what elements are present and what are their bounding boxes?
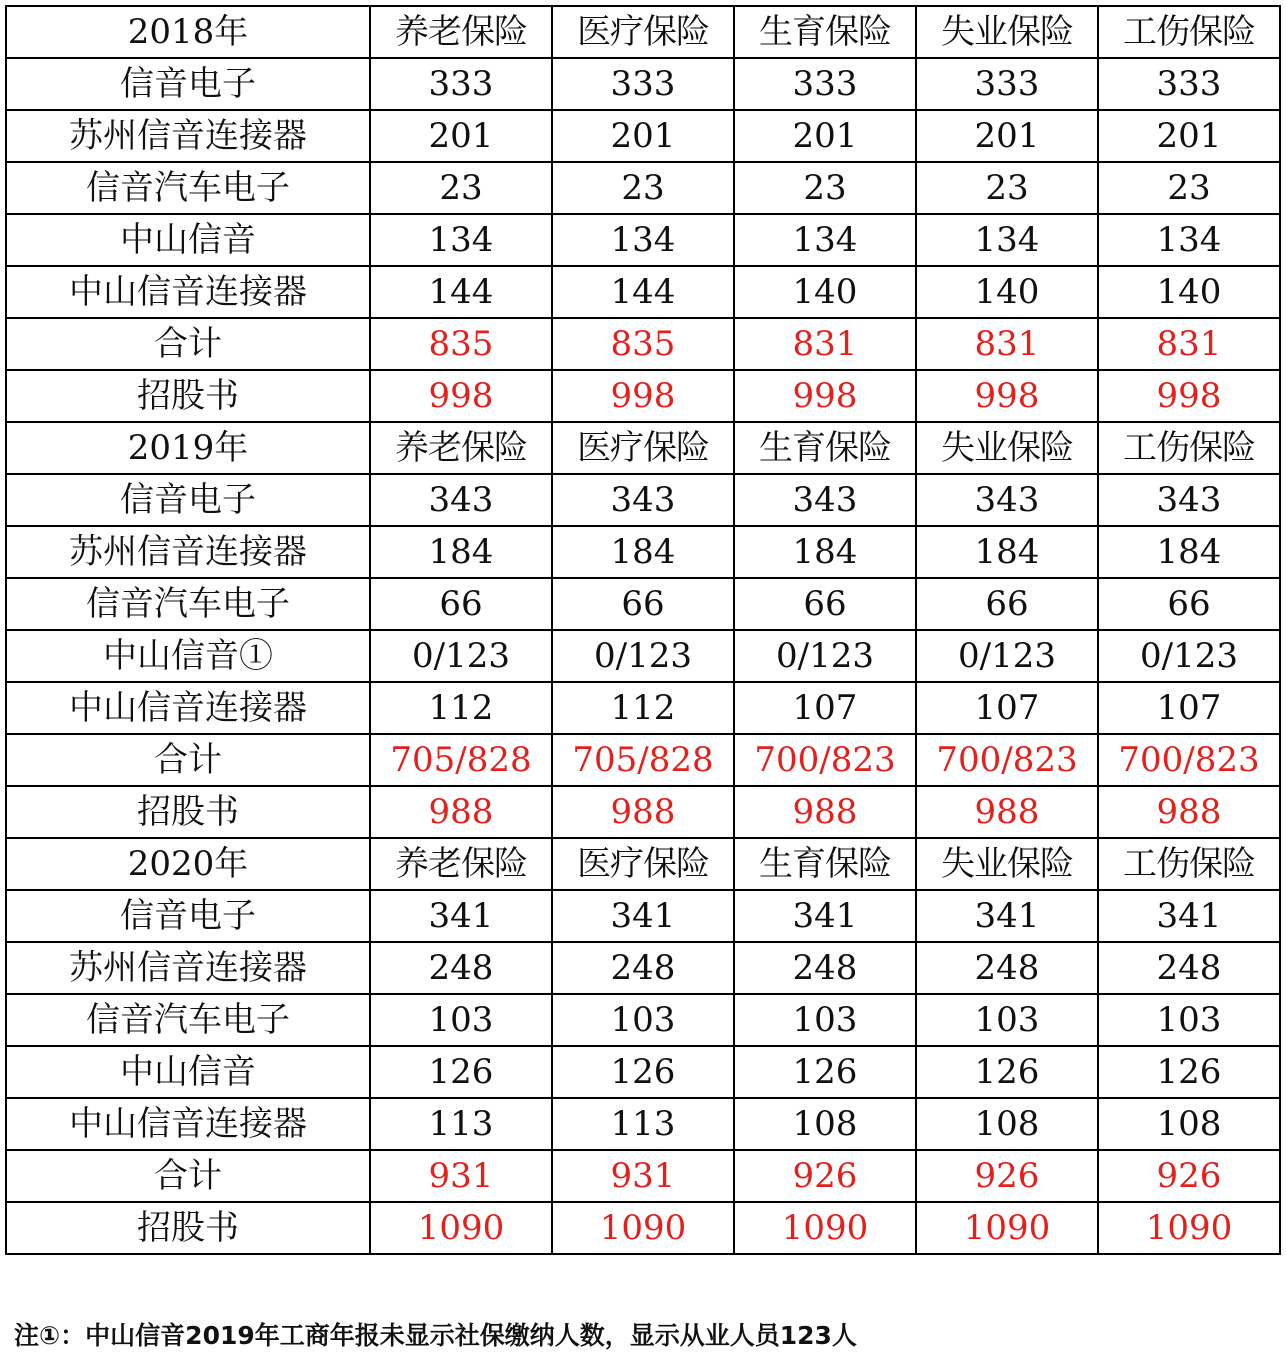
value-cell: 988 <box>916 786 1098 838</box>
value-cell: 107 <box>1098 682 1280 734</box>
footnote: 注①：中山信音2019年工商年报未显示社保缴纳人数，显示从业人员123人 <box>14 1321 857 1350</box>
table-row <box>6 58 1280 110</box>
year-header-row <box>6 838 1280 890</box>
table-row <box>6 734 1280 786</box>
table-row <box>6 1202 1280 1254</box>
value-cell: 0/123 <box>734 630 916 682</box>
value-cell: 341 <box>370 890 552 942</box>
value-cell: 998 <box>370 370 552 422</box>
value-cell: 23 <box>1098 162 1280 214</box>
value-cell: 23 <box>916 162 1098 214</box>
value-cell: 112 <box>552 682 734 734</box>
value-cell: 700/823 <box>734 734 916 786</box>
value-cell: 835 <box>370 318 552 370</box>
value-cell: 184 <box>734 526 916 578</box>
table-row <box>6 682 1280 734</box>
row-label: 合计 <box>6 1150 370 1202</box>
table-row <box>6 214 1280 266</box>
value-cell: 66 <box>734 578 916 630</box>
value-cell: 333 <box>734 58 916 110</box>
year-label: 2019年 <box>6 422 370 474</box>
value-cell: 341 <box>916 890 1098 942</box>
table-row <box>6 318 1280 370</box>
value-cell: 831 <box>1098 318 1280 370</box>
value-cell: 201 <box>552 110 734 162</box>
table-row <box>6 786 1280 838</box>
value-cell: 1090 <box>916 1202 1098 1254</box>
value-cell: 988 <box>552 786 734 838</box>
row-label: 信音电子 <box>6 474 370 526</box>
value-cell: 831 <box>734 318 916 370</box>
value-cell: 112 <box>370 682 552 734</box>
value-cell: 341 <box>734 890 916 942</box>
value-cell: 931 <box>552 1150 734 1202</box>
row-label: 合计 <box>6 318 370 370</box>
value-cell: 201 <box>916 110 1098 162</box>
value-cell: 931 <box>370 1150 552 1202</box>
value-cell: 0/123 <box>1098 630 1280 682</box>
value-cell: 66 <box>916 578 1098 630</box>
value-cell: 108 <box>1098 1098 1280 1150</box>
value-cell: 343 <box>370 474 552 526</box>
value-cell: 998 <box>734 370 916 422</box>
column-header: 养老保险 <box>370 838 552 890</box>
value-cell: 998 <box>916 370 1098 422</box>
row-label: 苏州信音连接器 <box>6 526 370 578</box>
value-cell: 126 <box>370 1046 552 1098</box>
value-cell: 140 <box>734 266 916 318</box>
value-cell: 248 <box>1098 942 1280 994</box>
value-cell: 134 <box>734 214 916 266</box>
value-cell: 343 <box>734 474 916 526</box>
value-cell: 140 <box>1098 266 1280 318</box>
column-header: 生育保险 <box>734 6 916 58</box>
column-header: 养老保险 <box>370 6 552 58</box>
table-row <box>6 630 1280 682</box>
value-cell: 66 <box>370 578 552 630</box>
value-cell: 201 <box>734 110 916 162</box>
table-row <box>6 110 1280 162</box>
value-cell: 108 <box>734 1098 916 1150</box>
value-cell: 343 <box>916 474 1098 526</box>
value-cell: 705/828 <box>552 734 734 786</box>
value-cell: 108 <box>916 1098 1098 1150</box>
row-label: 中山信音连接器 <box>6 682 370 734</box>
value-cell: 248 <box>552 942 734 994</box>
row-label: 招股书 <box>6 786 370 838</box>
row-label: 中山信音连接器 <box>6 266 370 318</box>
value-cell: 201 <box>1098 110 1280 162</box>
table-row <box>6 890 1280 942</box>
value-cell: 23 <box>370 162 552 214</box>
value-cell: 333 <box>370 58 552 110</box>
row-label: 信音汽车电子 <box>6 162 370 214</box>
value-cell: 700/823 <box>916 734 1098 786</box>
row-label: 信音电子 <box>6 890 370 942</box>
value-cell: 103 <box>916 994 1098 1046</box>
row-label: 苏州信音连接器 <box>6 942 370 994</box>
table-row <box>6 526 1280 578</box>
column-header: 工伤保险 <box>1098 838 1280 890</box>
value-cell: 998 <box>1098 370 1280 422</box>
table-row <box>6 994 1280 1046</box>
year-header-row <box>6 6 1280 58</box>
value-cell: 144 <box>370 266 552 318</box>
column-header: 医疗保险 <box>552 422 734 474</box>
table-row <box>6 266 1280 318</box>
table-row <box>6 578 1280 630</box>
row-label: 招股书 <box>6 1202 370 1254</box>
table-row <box>6 1150 1280 1202</box>
year-label: 2018年 <box>6 6 370 58</box>
value-cell: 835 <box>552 318 734 370</box>
value-cell: 248 <box>916 942 1098 994</box>
value-cell: 341 <box>1098 890 1280 942</box>
value-cell: 343 <box>1098 474 1280 526</box>
value-cell: 1090 <box>552 1202 734 1254</box>
column-header: 生育保险 <box>734 838 916 890</box>
value-cell: 23 <box>734 162 916 214</box>
value-cell: 134 <box>552 214 734 266</box>
value-cell: 126 <box>734 1046 916 1098</box>
table-row <box>6 1098 1280 1150</box>
value-cell: 134 <box>1098 214 1280 266</box>
value-cell: 113 <box>552 1098 734 1150</box>
value-cell: 184 <box>552 526 734 578</box>
column-header: 失业保险 <box>916 838 1098 890</box>
year-header-row <box>6 422 1280 474</box>
row-label: 中山信音连接器 <box>6 1098 370 1150</box>
row-label: 合计 <box>6 734 370 786</box>
value-cell: 926 <box>734 1150 916 1202</box>
value-cell: 107 <box>916 682 1098 734</box>
value-cell: 113 <box>370 1098 552 1150</box>
row-label: 中山信音 <box>6 214 370 266</box>
value-cell: 126 <box>916 1046 1098 1098</box>
table-row <box>6 162 1280 214</box>
value-cell: 103 <box>552 994 734 1046</box>
value-cell: 126 <box>552 1046 734 1098</box>
row-label: 中山信音 <box>6 1046 370 1098</box>
value-cell: 333 <box>1098 58 1280 110</box>
row-label: 中山信音① <box>6 630 370 682</box>
value-cell: 103 <box>370 994 552 1046</box>
value-cell: 341 <box>552 890 734 942</box>
value-cell: 988 <box>1098 786 1280 838</box>
value-cell: 66 <box>552 578 734 630</box>
table-row <box>6 370 1280 422</box>
value-cell: 103 <box>734 994 916 1046</box>
value-cell: 140 <box>916 266 1098 318</box>
social-insurance-table <box>5 5 1281 1255</box>
value-cell: 705/828 <box>370 734 552 786</box>
value-cell: 184 <box>370 526 552 578</box>
value-cell: 988 <box>370 786 552 838</box>
value-cell: 184 <box>916 526 1098 578</box>
value-cell: 700/823 <box>1098 734 1280 786</box>
value-cell: 831 <box>916 318 1098 370</box>
row-label: 信音汽车电子 <box>6 994 370 1046</box>
value-cell: 184 <box>1098 526 1280 578</box>
row-label: 信音汽车电子 <box>6 578 370 630</box>
value-cell: 0/123 <box>552 630 734 682</box>
value-cell: 0/123 <box>370 630 552 682</box>
value-cell: 988 <box>734 786 916 838</box>
column-header: 医疗保险 <box>552 6 734 58</box>
value-cell: 144 <box>552 266 734 318</box>
value-cell: 333 <box>916 58 1098 110</box>
year-label: 2020年 <box>6 838 370 890</box>
row-label: 苏州信音连接器 <box>6 110 370 162</box>
column-header: 工伤保险 <box>1098 422 1280 474</box>
row-label: 信音电子 <box>6 58 370 110</box>
table-body <box>6 6 1280 1254</box>
value-cell: 103 <box>1098 994 1280 1046</box>
value-cell: 1090 <box>1098 1202 1280 1254</box>
column-header: 工伤保险 <box>1098 6 1280 58</box>
value-cell: 926 <box>1098 1150 1280 1202</box>
table-row <box>6 942 1280 994</box>
value-cell: 998 <box>552 370 734 422</box>
value-cell: 107 <box>734 682 916 734</box>
value-cell: 333 <box>552 58 734 110</box>
table-row <box>6 474 1280 526</box>
column-header: 养老保险 <box>370 422 552 474</box>
value-cell: 134 <box>916 214 1098 266</box>
table-row <box>6 1046 1280 1098</box>
value-cell: 134 <box>370 214 552 266</box>
column-header: 失业保险 <box>916 422 1098 474</box>
column-header: 生育保险 <box>734 422 916 474</box>
value-cell: 201 <box>370 110 552 162</box>
value-cell: 1090 <box>734 1202 916 1254</box>
column-header: 医疗保险 <box>552 838 734 890</box>
value-cell: 126 <box>1098 1046 1280 1098</box>
value-cell: 248 <box>734 942 916 994</box>
value-cell: 926 <box>916 1150 1098 1202</box>
row-label: 招股书 <box>6 370 370 422</box>
value-cell: 343 <box>552 474 734 526</box>
value-cell: 66 <box>1098 578 1280 630</box>
value-cell: 0/123 <box>916 630 1098 682</box>
value-cell: 1090 <box>370 1202 552 1254</box>
value-cell: 23 <box>552 162 734 214</box>
column-header: 失业保险 <box>916 6 1098 58</box>
value-cell: 248 <box>370 942 552 994</box>
